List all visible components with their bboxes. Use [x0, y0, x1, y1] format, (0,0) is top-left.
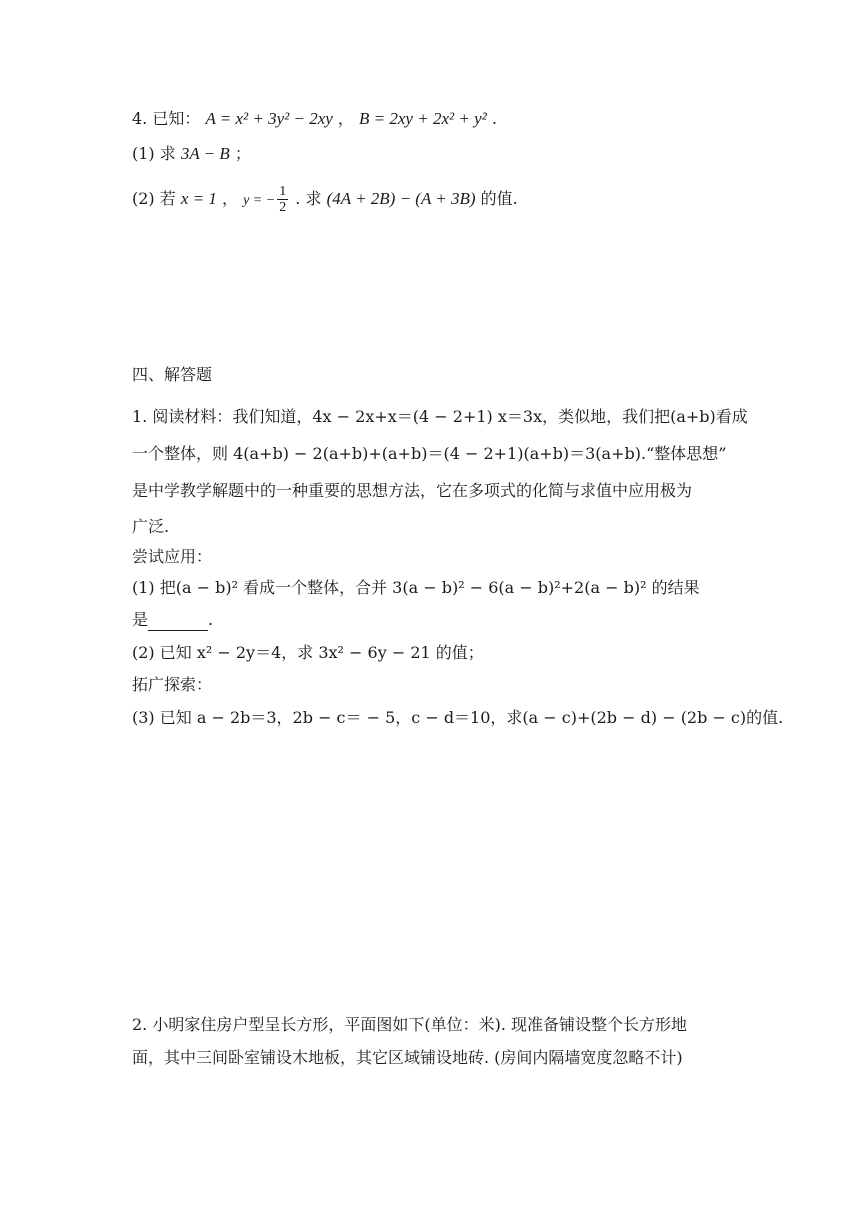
q4-intro: 4. 已知：: [132, 109, 201, 128]
p1-question-1-line-1: (1) 把(a − b)² 看成一个整体，合并 3(a − b)² − 6(a − b)²+2(a − b)² 的结果: [132, 578, 700, 597]
p1-question-3: (3) 已知 a − 2b＝3，2b − c＝ − 5，c − d＝10，求(a − c)+(2b − d) − (2b − c)的值.: [132, 708, 784, 727]
q4-part2-x-value: x = 1: [180, 189, 217, 208]
q4-part1: [132, 143, 251, 165]
q4-part2-mid: . 求: [295, 189, 322, 208]
q4-part2-expression: (4A + 2B) − (A + 3B): [326, 189, 476, 208]
p1-question-2: (2) 已知 x² − 2y＝4，求 3x² − 6y − 21 的值；: [132, 643, 484, 662]
explore-heading: 拓广探索：: [132, 675, 213, 694]
q4-part2-prefix: (2) 若: [132, 189, 176, 208]
section-heading: 四、解答题: [132, 365, 213, 384]
q4-part2-suffix: 的值.: [480, 189, 518, 208]
q4-part2-fraction: [277, 184, 288, 215]
q4-part1-prefix: (1) 求: [132, 144, 176, 163]
q4-part1-suffix: ；: [234, 144, 251, 163]
try-heading: 尝试应用：: [132, 547, 213, 566]
fraction-denominator: 2: [279, 200, 287, 215]
p1-line-3: 是中学教学解题中的一种重要的思想方法，它在多项式的化简与求值中应用极为: [132, 481, 693, 500]
q4-part2-separator: ，: [221, 189, 238, 208]
q4-expression-a: A = x² + 3y² − 2xy: [205, 109, 333, 128]
q4-part2: [132, 184, 518, 215]
q4-separator: ，: [337, 109, 354, 128]
p1-line-1: 1. 阅读材料：我们知道，4x − 2x+x＝(4 − 2+1) x＝3x，类似地，我们把(a+b)看成: [132, 407, 748, 426]
p1-question-1-line-2: [132, 609, 213, 631]
q4-part2-y-label: y = −: [243, 193, 276, 208]
q4-period: .: [491, 109, 497, 128]
p2-line-2: 面，其中三间卧室铺设木地板，其它区域铺设地砖. (房间内隔墙宽度忽略不计): [132, 1048, 683, 1067]
q1-answer-prefix: 是: [132, 610, 149, 629]
q4-statement: [132, 108, 497, 130]
q4-part1-expression: 3A − B: [180, 144, 230, 163]
p1-line-4: 广泛.: [132, 517, 170, 536]
q1-answer-suffix: .: [208, 610, 214, 629]
p1-line-2: 一个整体，则 4(a+b) − 2(a+b)+(a+b)＝(4 − 2+1)(a+b)＝3(a+b).“整体思想”: [132, 444, 727, 463]
fraction-numerator: 1: [279, 184, 287, 199]
p2-line-1: 2. 小明家住房户型呈长方形，平面图如下(单位：米). 现准备铺设整个长方形地: [132, 1015, 688, 1034]
answer-blank[interactable]: [148, 614, 208, 631]
q4-expression-b: B = 2xy + 2x² + y²: [359, 109, 487, 128]
